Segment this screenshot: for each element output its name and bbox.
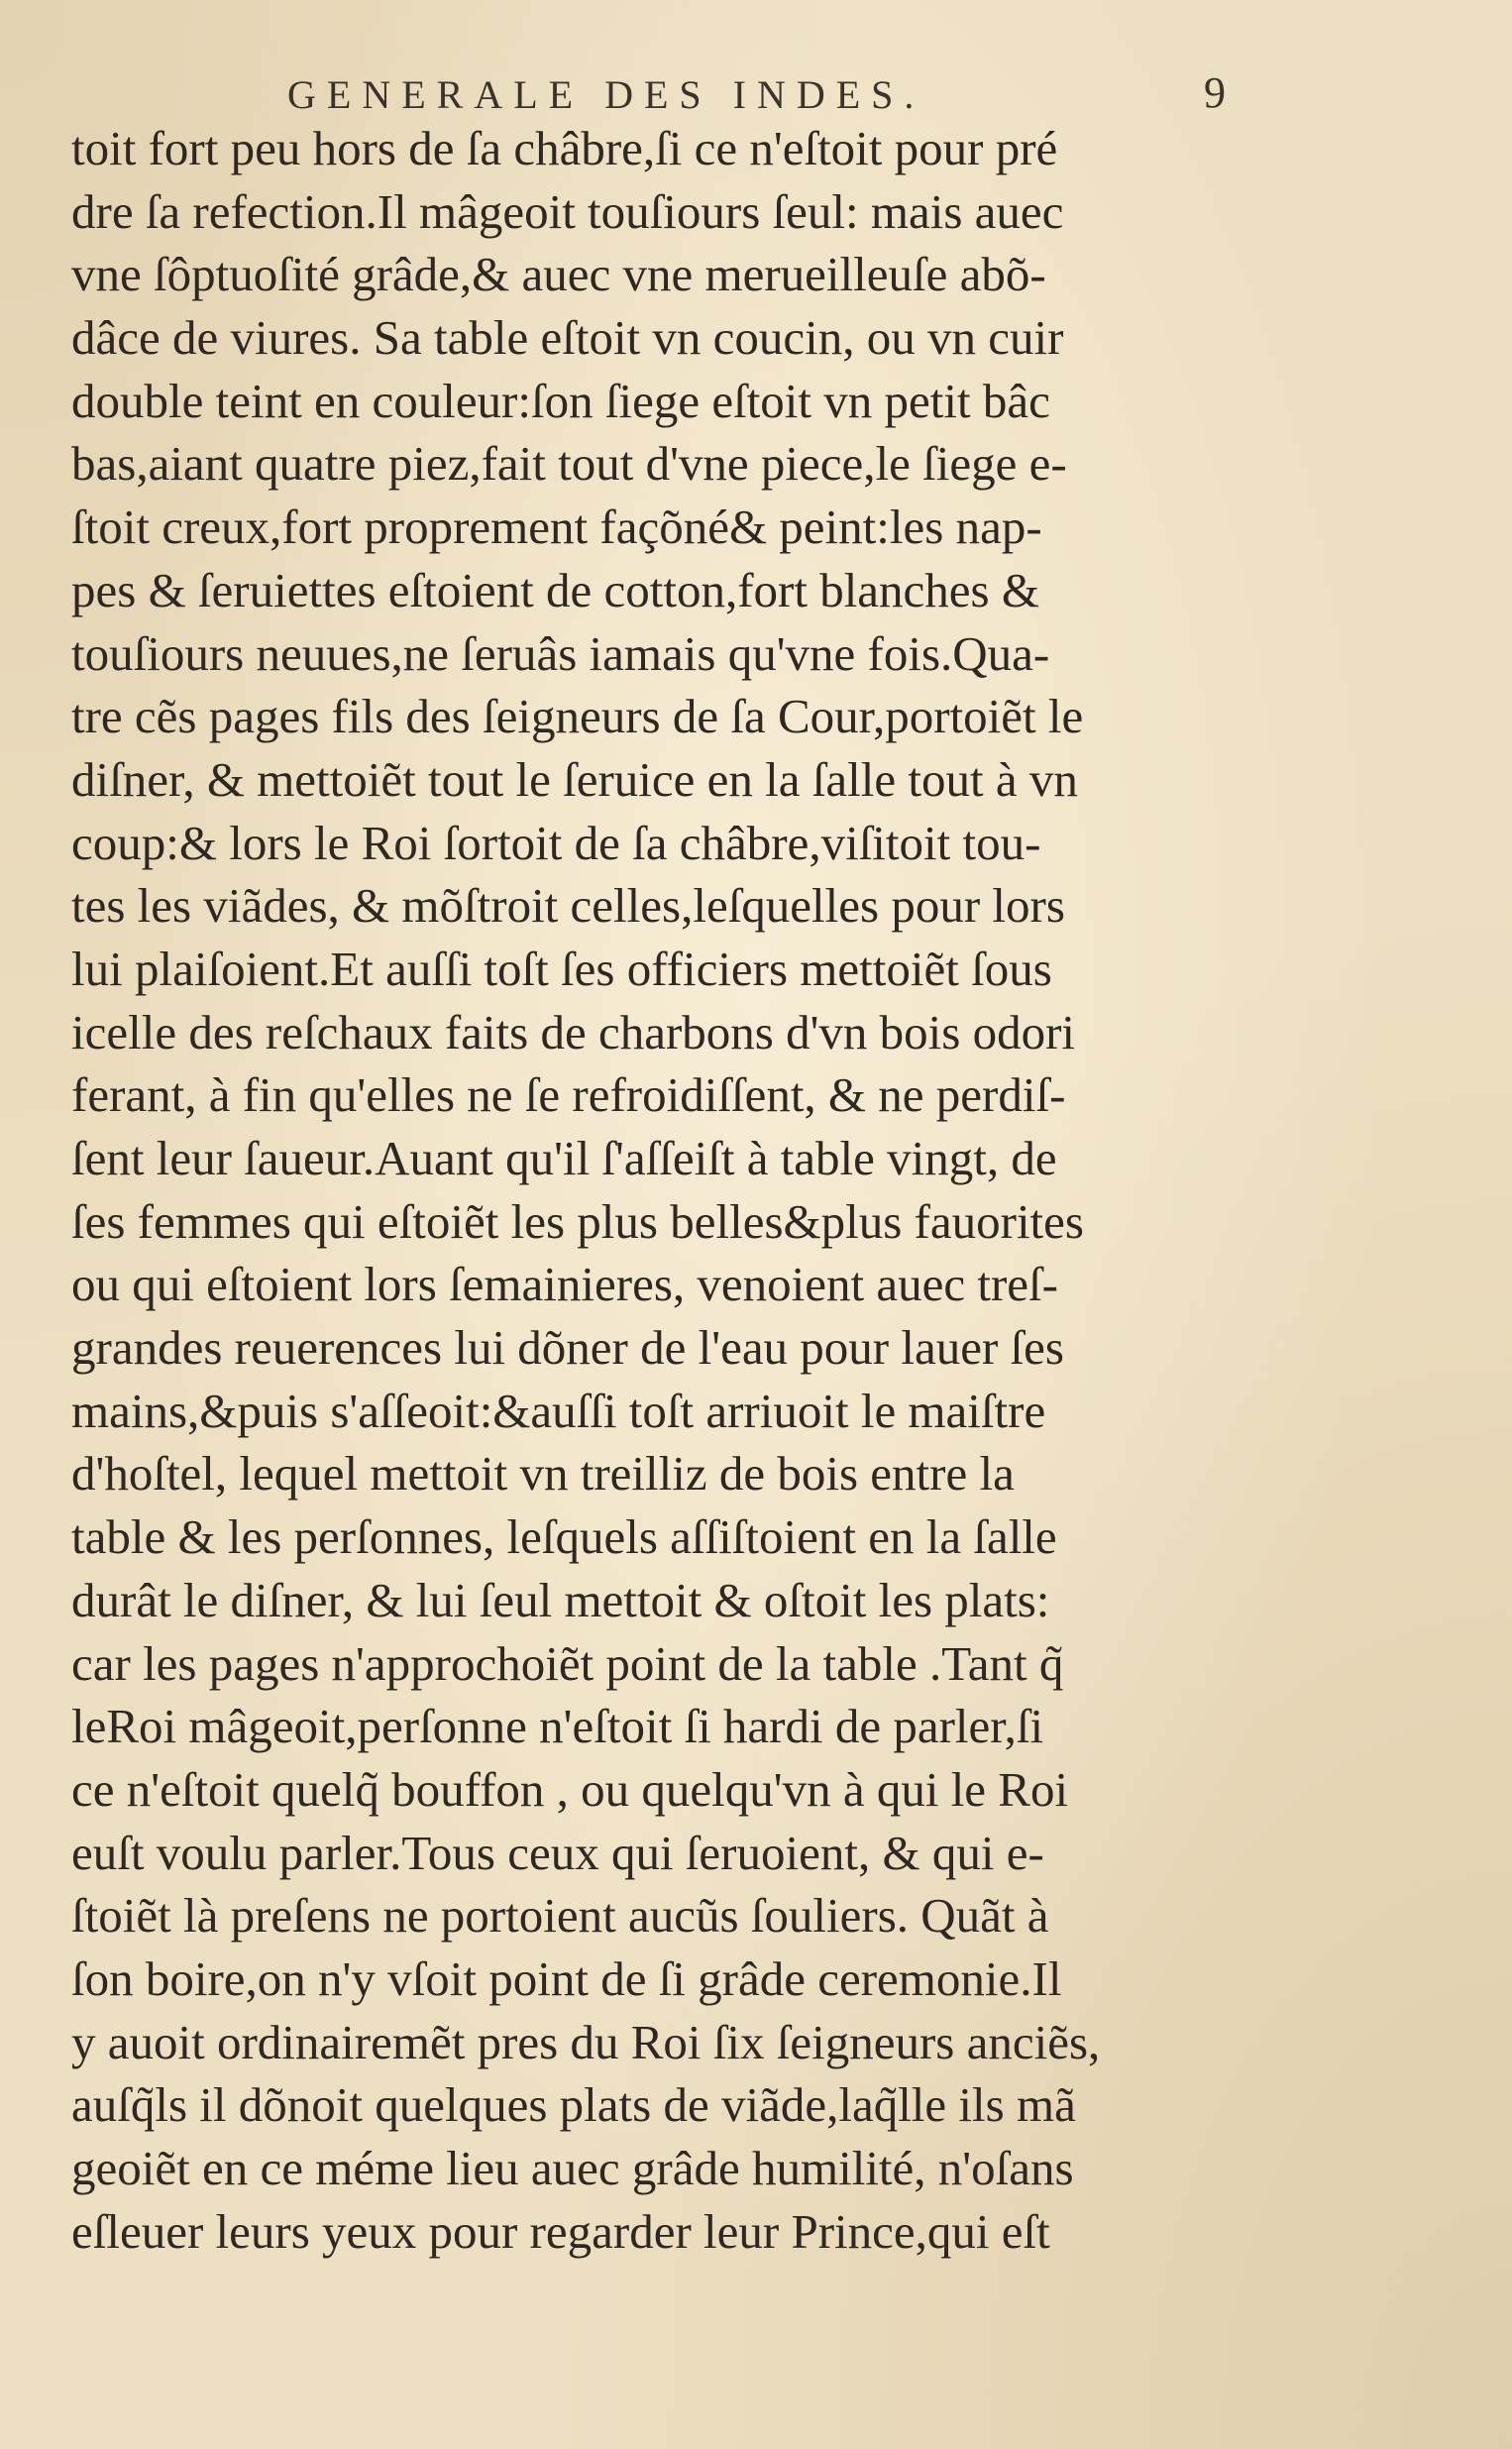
text-line: tes les viãdes, & mõſtroit celles,leſquelles pour lors — [71, 878, 1065, 934]
text-line: vne ſôptuoſité grâde,& auec vne merueilleuſe abõ- — [71, 247, 1046, 302]
text-line: d'hoſtel, lequel mettoit vn treilliz de bois entre la — [71, 1446, 1015, 1502]
text-line: toit fort peu hors de ſa châbre,ſi ce n'eſtoit pour pré — [71, 121, 1058, 175]
text-line: table & les perſonnes, leſquels aſſiſtoient en la ſalle — [71, 1509, 1057, 1565]
text-line: grandes reuerences lui dõner de l'eau pour lauer ſes — [71, 1320, 1064, 1376]
text-line: coup:& lors le Roi ſortoit de ſa châbre,viſitoit tou- — [71, 815, 1041, 870]
page-number: 9 — [1204, 68, 1226, 117]
text-line: touſiours neuues,ne ſeruâs iamais qu'vne fois.Qua- — [71, 625, 1050, 681]
body-text — [71, 117, 1280, 2263]
running-head: GENERALE DES INDES. — [287, 72, 925, 117]
text-line: dâce de viures. Sa table eſtoit vn coucin, ou vn cuir — [71, 310, 1064, 366]
text-line: ou qui eſtoient lors ſemainieres, venoient auec treſ- — [71, 1257, 1058, 1312]
text-line: auſq̃ls il dõnoit quelques plats de viãde,laq̃lle ils mã — [71, 2077, 1076, 2133]
text-line: y auoit ordinairemẽt pres du Roi ſix ſeigneurs anciẽs, — [71, 2014, 1101, 2069]
text-line: ſon boire,on n'y vſoit point de ſi grâde ceremonie.Il — [71, 1950, 1062, 2006]
text-line: leRoi mâgeoit,perſonne n'eſtoit ſi hardi de parler,ſi — [71, 1699, 1044, 1754]
text-line: diſner, & mettoiẽt tout le ſeruice en la ſalle tout à vn — [71, 751, 1078, 807]
text-line: ſtoiẽt là preſens ne portoient aucũs ſouliers. Quãt à — [71, 1888, 1049, 1944]
text-line: double teint en couleur:ſon ſiege eſtoit vn petit bâc — [71, 373, 1050, 428]
text-line: ferant, à fin qu'elles ne ſe refroidiſſent, & ne perdiſ- — [71, 1067, 1066, 1123]
text-line: durât le diſner, & lui ſeul mettoit & oſtoit les plats: — [71, 1572, 1050, 1627]
text-line: geoiẽt en ce méme lieu auec grâde humilité, n'oſans — [71, 2141, 1074, 2195]
text-line: dre ſa refection.Il mâgeoit touſiours ſeul: mais auec — [71, 183, 1064, 239]
text-line: pes & ſeruiettes eſtoient de cotton,fort blanches & — [71, 562, 1039, 617]
text-line: ſent leur ſaueur.Auant qu'il ſ'aſſeiſt à table vingt, de — [71, 1131, 1057, 1185]
text-line: icelle des reſchaux faits de charbons d'vn bois odori — [71, 1004, 1076, 1059]
text-line: eſleuer leurs yeux pour regarder leur Prince,qui eſt — [71, 2203, 1050, 2259]
text-line: euſt voulu parler.Tous ceux qui ſeruoient, & qui e- — [71, 1825, 1044, 1880]
text-line: ſtoit creux,fort proprement façõné& peint:les nap- — [71, 500, 1042, 555]
text-line: mains,&puis s'aſſeoit:&auſſi toſt arriuoit le maiſtre — [71, 1383, 1046, 1438]
text-line: bas,aiant quatre piez,fait tout d'vne piece,le ſiege e- — [71, 436, 1067, 492]
text-line: car les pages n'approchoiẽt point de la table .Tant q̃ — [71, 1635, 1064, 1691]
text-line: ce n'eſtoit quelq̃ bouffon , ou quelqu'vn à qui le Roi — [71, 1761, 1069, 1817]
text-line: tre cẽs pages fils des ſeigneurs de ſa Cour,portoiẽt le — [71, 689, 1084, 744]
text-line: lui plaiſoient.Et auſſi toſt ſes officiers mettoiẽt ſous — [71, 941, 1052, 996]
text-line: ſes femmes qui eſtoiẽt les plus belles&plus fauorites — [71, 1193, 1084, 1249]
